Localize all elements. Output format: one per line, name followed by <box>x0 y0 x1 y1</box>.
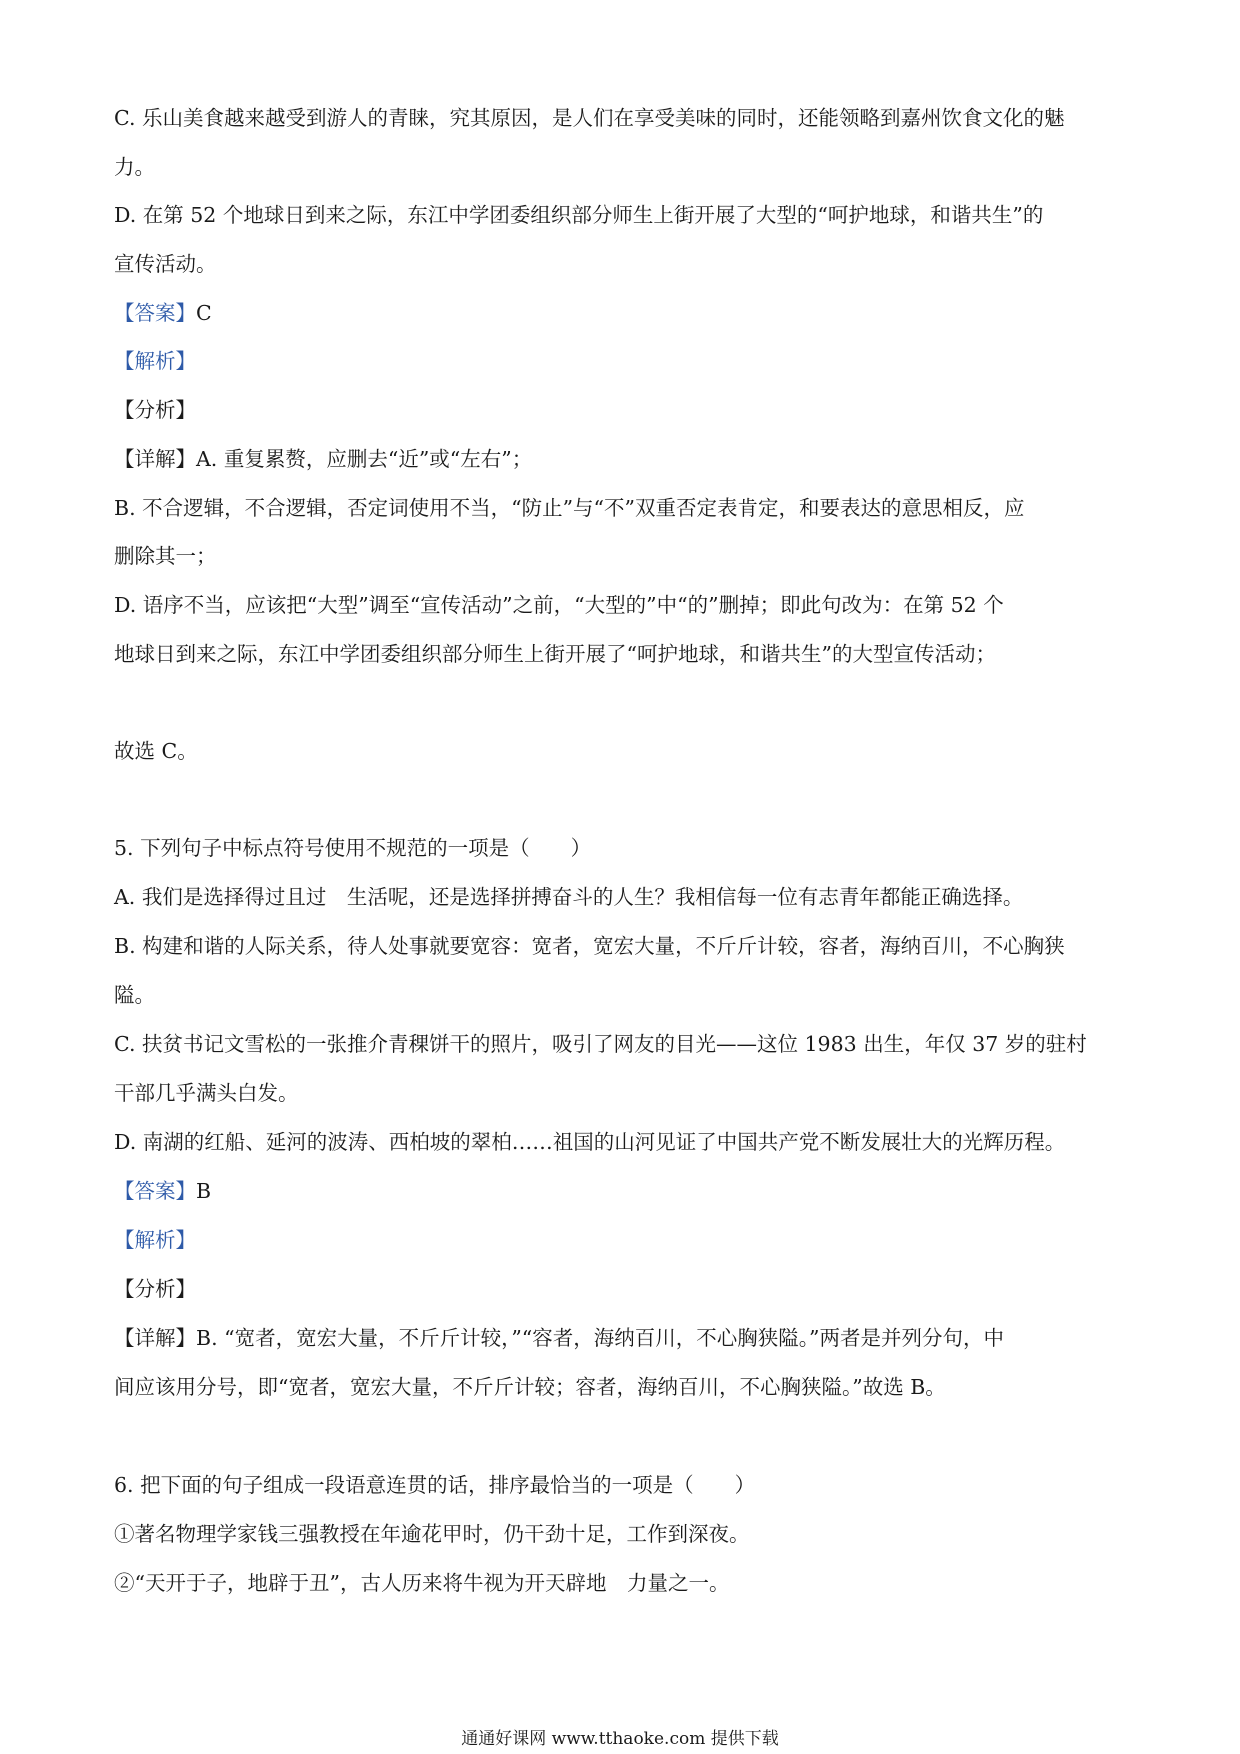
q4-option-c-line2: 力。 <box>114 155 155 179</box>
q4-option-c-line1: C. 乐山美食越来越受到游人的青睐，究其原因，是人们在享受美味的同时，还能领略到嘉州饮食文化的魅 <box>114 106 1065 130</box>
answer-label: 【答案】 <box>114 301 196 325</box>
detail-a-text: A. 重复累赘，应删去“近”或“左右”； <box>196 447 533 471</box>
q4-detail-b-line1: B. 不合逻辑，不合逻辑，否定词使用不当，“防止”与“不”双重否定表肯定，和要表达的意思相反，应 <box>114 496 1025 520</box>
q4-detail-b-line2: 删除其一； <box>114 544 217 568</box>
q5-option-b-line1: B. 构建和谐的人际关系，待人处事就要宽容：宽者，宽宏大量，不斤斤计较，容者，海纳百川，不心胸狭 <box>114 934 1065 958</box>
q4-detail-d-line1: D. 语序不当，应该把“大型”调至“宣传活动”之前，“大型的”中“的”删掉；即此句改为：在第 52 个 <box>114 593 1004 617</box>
answer-value: B <box>196 1179 212 1203</box>
q4-analysis-label: 【解析】 <box>114 349 196 373</box>
q5-detail-line1 <box>114 1323 1004 1353</box>
page-footer: 通通好课网 www.tthaoke.com 提供下载 <box>461 1729 779 1749</box>
detail-label: 【详解】 <box>114 1326 196 1350</box>
q5-option-c-line1: C. 扶贫书记文雪松的一张推介青稞饼干的照片，吸引了网友的目光——这位 1983 出生，年仅 37 岁的驻村 <box>114 1032 1087 1056</box>
q5-option-d: D. 南湖的红船、延河的波涛、西柏坡的翠柏……祖国的山河见证了中国共产党不断发展壮大的光辉历程。 <box>114 1130 1066 1154</box>
answer-value: C <box>196 301 212 325</box>
detail-text: B. “宽者，宽宏大量，不斤斤计较，”“容者，海纳百川，不心胸狭隘。”两者是并列分句，中 <box>196 1326 1005 1350</box>
q5-detail-line2: 间应该用分号，即“宽者，宽宏大量，不斤斤计较；容者，海纳百川，不心胸狭隘。”故选 B。 <box>114 1375 946 1399</box>
q6-item-2: ②“天开于子，地辟于丑”，古人历来将牛视为开天辟地 力量之一。 <box>114 1571 730 1595</box>
q4-fenxi-label: 【分析】 <box>114 398 196 422</box>
q5-stem: 5. 下列句子中标点符号使用不规范的一项是（ ） <box>114 836 592 860</box>
q4-answer <box>114 298 212 328</box>
q4-detail-d-line2: 地球日到来之际，东江中学团委组织部分师生上街开展了“呵护地球，和谐共生”的大型宣传活动； <box>114 642 996 666</box>
q5-fenxi-label: 【分析】 <box>114 1277 196 1301</box>
q4-option-d-line2: 宣传活动。 <box>114 252 217 276</box>
q6-stem: 6. 把下面的句子组成一段语意连贯的话，排序最恰当的一项是（ ） <box>114 1473 756 1497</box>
q5-option-a: A. 我们是选择得过且过 生活呢，还是选择拼搏奋斗的人生？我相信每一位有志青年都能正确选择。 <box>114 885 1024 909</box>
q5-answer <box>114 1176 211 1206</box>
q4-option-d-line1: D. 在第 52 个地球日到来之际，东江中学团委组织部分师生上街开展了大型的“呵护地球，和谐共生”的 <box>114 203 1044 227</box>
q4-detail-a <box>114 444 532 474</box>
q6-item-1: ①著名物理学家钱三强教授在年逾花甲时，仍干劲十足，工作到深夜。 <box>114 1522 750 1546</box>
q5-option-c-line2: 干部几乎满头白发。 <box>114 1081 299 1105</box>
q5-option-b-line2: 隘。 <box>114 983 155 1007</box>
detail-label: 【详解】 <box>114 447 196 471</box>
q5-analysis-label: 【解析】 <box>114 1228 196 1252</box>
q4-conclusion: 故选 C。 <box>114 739 198 763</box>
answer-label: 【答案】 <box>114 1179 196 1203</box>
